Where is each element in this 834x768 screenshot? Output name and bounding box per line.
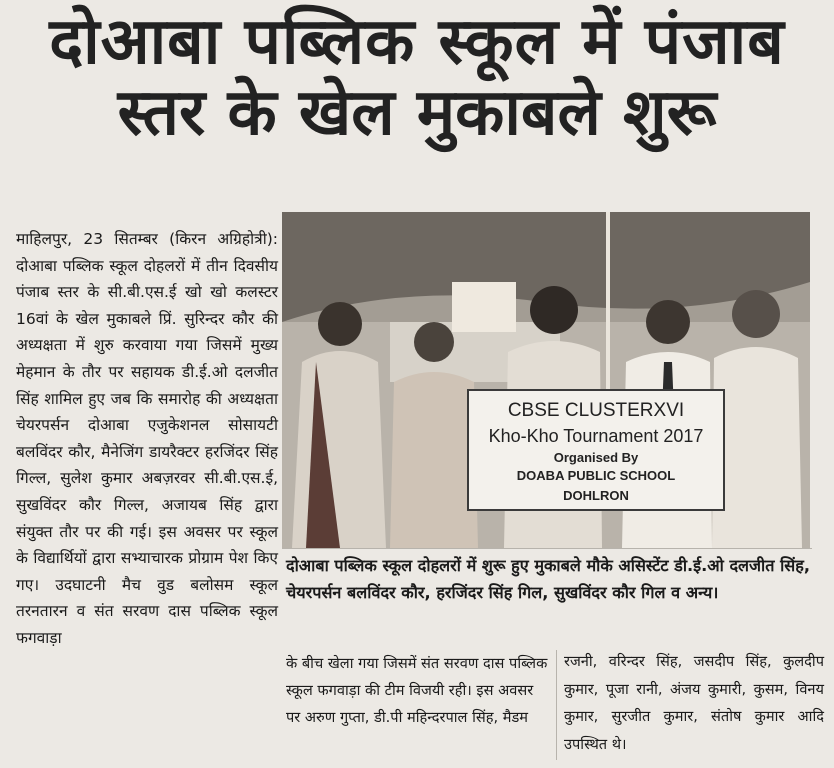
tournament-banner: [468, 390, 724, 510]
article-column-left: माहिलपुर, 23 सितम्बर (किरन अग्रिहोत्री): दोआबा पब्लिक स्कूल दोहलरों में तीन दिवसीय पंजाब स्तर के सी.बी.एस.ई खो खो कलस्टर 16वां के खेल मुकाबले प्रिं. सुरिन्दर कौर की अध्यक्षता में शुरु करवाया गया जिसमें मुख्य मेहमान के तौर पर सहायक डी.ई.ओ दलजीत सिंह शामिल हुए जब कि समारोह की अध्यक्षता चेयरपर्सन दोआबा एजुकेशनल सोसायटी बलविंदर कौर, मैनेजिंग डायरैक्टर हरजिंदर सिंह गिल्ल, सुलेश कुमार अबज़रवर सी.बी.एस.ई, सुखविंदर कौर गिल्ल, अजायब सिंह द्वारा संयुक्त तौर पर की गई। इस अवसर पर स्कूल के विद्यार्थियों द्वारा सभ्याचारक प्रोग्राम पेश किए गए। उदघाटनी मैच वुड बलोसम स्कूल तरनतारन व संत सरवण दास पब्लिक स्कूल फगवाड़ा: [16, 230, 278, 647]
banner-line-2: Kho-Kho Tournament 2017: [488, 426, 704, 446]
flag-pole: [606, 212, 610, 402]
article-column-middle: के बीच खेला गया जिसमें संत सरवण दास पब्लिक स्कूल फगवाड़ा की टीम विजयी रही। इस अवसर पर अरुण गुप्ता, डी.पी महिन्दरपाल सिंह, मैडम: [286, 655, 548, 726]
article-column-right: रजनी, वरिन्दर सिंह, जसदीप सिंह, कुलदीप कुमार, पूजा रानी, अंजय कुमारी, कुसम, विनय कुमार, सुरजीत कुमार, संतोष कुमार आदि उपस्थित थे।: [564, 653, 824, 753]
column-divider: [556, 650, 557, 760]
banner-line-4: DOABA PUBLIC SCHOOL: [516, 468, 676, 483]
photo-illustration: [282, 212, 810, 548]
banner-line-5: DOHLRON: [563, 488, 629, 503]
photo-divider: [282, 548, 812, 549]
headline-line-2: स्तर के खेल मुकाबले शुरू: [117, 76, 717, 151]
headline-line-1: दोआबा पब्लिक स्कूल में पंजाब: [49, 5, 785, 79]
banner-line-3: Organised By: [553, 450, 639, 465]
banner-line-1: CBSE CLUSTERXVI: [507, 400, 685, 421]
photo-caption: दोआबा पब्लिक स्कूल दोहलरों में शुरू हुए मुकाबले मौके असिस्टेंट डी.ई.ओ दलजीत सिंह, चेयरपर्सन बलविंदर कौर, हरजिंदर सिंह गिल, सुखविंदर कौर गिल व अन्य।: [286, 556, 810, 602]
news-photo: [282, 212, 810, 548]
headline: [0, 5, 834, 151]
board-emblem: [452, 282, 516, 332]
